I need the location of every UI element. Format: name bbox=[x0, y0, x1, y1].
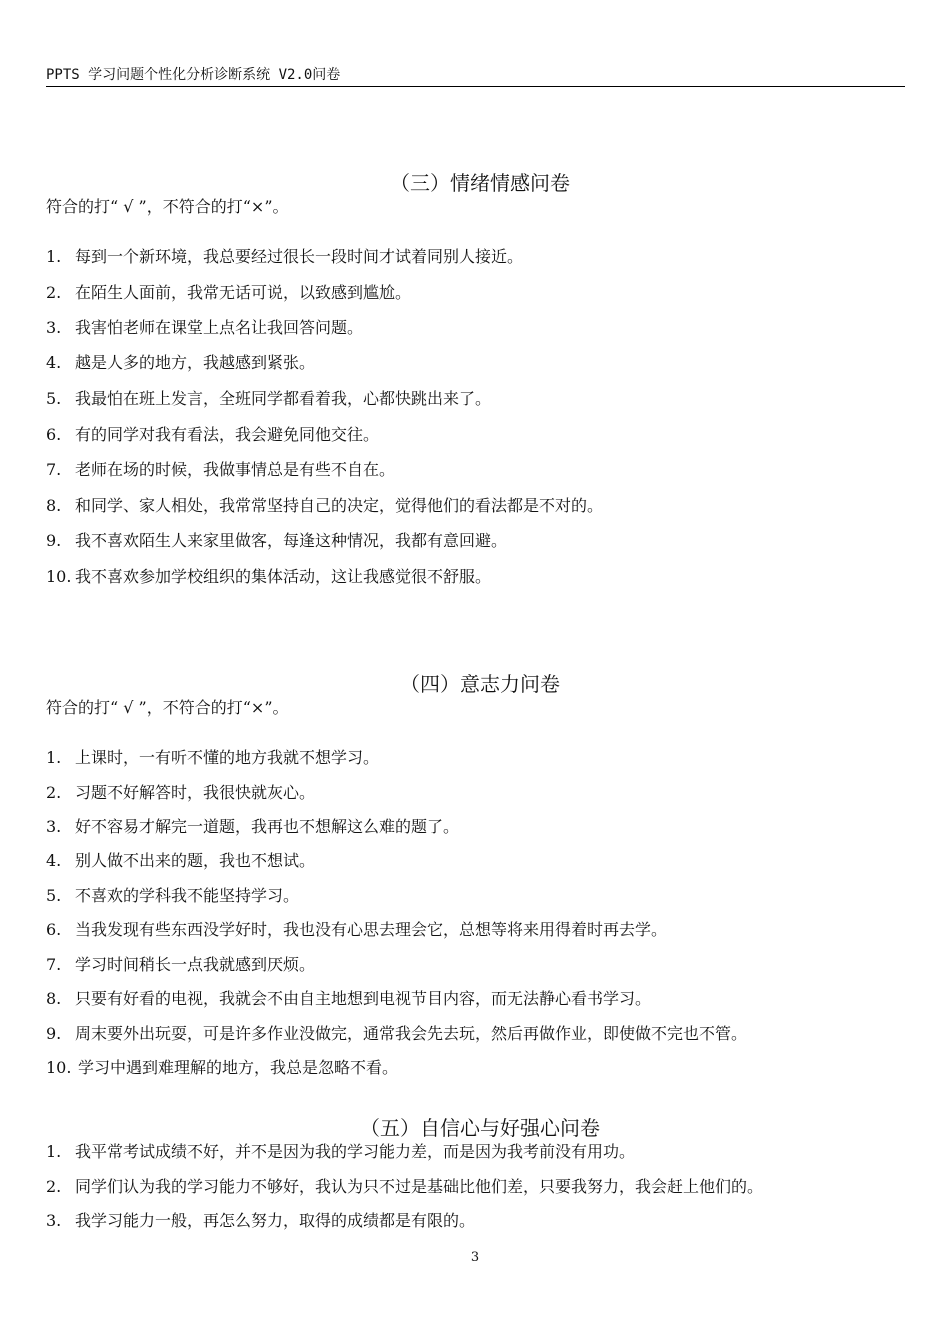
section-title-confidence: （五）自信心与好强心问卷 bbox=[360, 1116, 600, 1140]
question-item: 1. 上课时，一有听不懂的地方我就不想学习。 bbox=[46, 748, 380, 767]
question-item: 2. 在陌生人面前，我常无话可说，以致感到尴尬。 bbox=[46, 283, 412, 302]
question-item: 5. 不喜欢的学科我不能坚持学习。 bbox=[46, 886, 300, 905]
question-item: 10. 学习中遇到难理解的地方，我总是忽略不看。 bbox=[46, 1058, 399, 1077]
question-item: 9. 我不喜欢陌生人来家里做客，每逢这种情况，我都有意回避。 bbox=[46, 531, 508, 550]
question-item: 4. 别人做不出来的题，我也不想试。 bbox=[46, 851, 316, 870]
question-item: 3. 我害怕老师在课堂上点名让我回答问题。 bbox=[46, 318, 364, 337]
section-instruction: 符合的打“ √ ”，不符合的打“×”。 bbox=[46, 197, 289, 216]
question-item: 3. 我学习能力一般，再怎么努力，取得的成绩都是有限的。 bbox=[46, 1211, 476, 1230]
page-header: PPTS 学习问题个性化分析诊断系统 V2.0问卷 bbox=[46, 66, 905, 87]
section-title-emotion: （三）情绪情感问卷 bbox=[390, 171, 570, 195]
question-item: 7. 老师在场的时候，我做事情总是有些不自在。 bbox=[46, 460, 396, 479]
question-item: 7. 学习时间稍长一点我就感到厌烦。 bbox=[46, 955, 316, 974]
question-item: 1. 每到一个新环境，我总要经过很长一段时间才试着同别人接近。 bbox=[46, 247, 524, 266]
section-instruction: 符合的打“ √ ”，不符合的打“×”。 bbox=[46, 698, 289, 717]
question-item: 2. 同学们认为我的学习能力不够好，我认为只不过是基础比他们差，只要我努力，我会赶上他们的。 bbox=[46, 1177, 764, 1196]
question-item: 3. 好不容易才解完一道题，我再也不想解这么难的题了。 bbox=[46, 817, 460, 836]
page-number: 3 bbox=[470, 1250, 480, 1265]
question-item: 1. 我平常考试成绩不好，并不是因为我的学习能力差，而是因为我考前没有用功。 bbox=[46, 1142, 636, 1161]
question-item: 6. 有的同学对我有看法，我会避免同他交往。 bbox=[46, 425, 380, 444]
section-title-willpower: （四）意志力问卷 bbox=[400, 672, 560, 696]
question-item: 8. 和同学、家人相处，我常常坚持自己的决定，觉得他们的看法都是不对的。 bbox=[46, 496, 604, 515]
question-item: 2. 习题不好解答时，我很快就灰心。 bbox=[46, 783, 316, 802]
question-item: 9. 周末要外出玩耍，可是许多作业没做完，通常我会先去玩，然后再做作业，即使做不完也不管。 bbox=[46, 1024, 748, 1043]
question-item: 4. 越是人多的地方，我越感到紧张。 bbox=[46, 353, 316, 372]
question-item: 6. 当我发现有些东西没学好时，我也没有心思去理会它，总想等将来用得着时再去学。 bbox=[46, 920, 668, 939]
question-item: 8. 只要有好看的电视，我就会不由自主地想到电视节目内容，而无法静心看书学习。 bbox=[46, 989, 652, 1008]
question-item: 10. 我不喜欢参加学校组织的集体活动，这让我感觉很不舒服。 bbox=[46, 567, 492, 586]
question-item: 5. 我最怕在班上发言，全班同学都看着我，心都快跳出来了。 bbox=[46, 389, 492, 408]
